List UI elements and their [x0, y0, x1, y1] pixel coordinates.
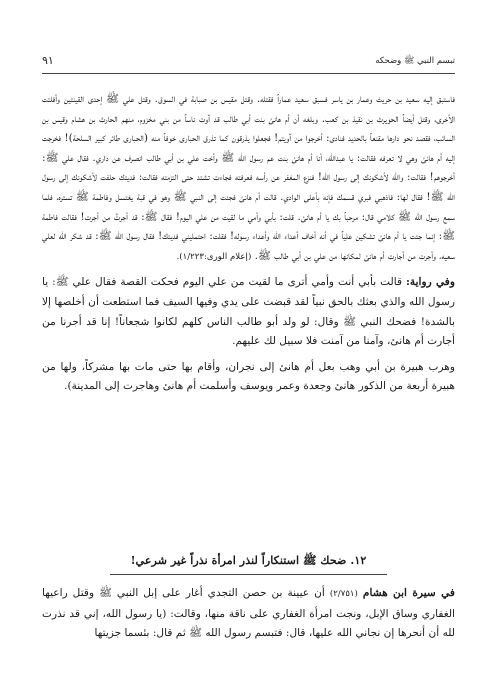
running-head	[42, 54, 455, 70]
header-divider	[42, 73, 455, 74]
paragraph-2	[42, 273, 455, 351]
section-source-label: في سيرة ابن هشام	[362, 587, 455, 599]
page-number: ٩١	[42, 54, 54, 67]
section-text	[42, 584, 455, 644]
section-heading	[42, 549, 455, 571]
paragraph-3	[42, 358, 455, 397]
main-text	[42, 90, 455, 397]
paragraph-1-text: فاستبق إليه سعيد بن حريث وعمار بن ياسر فسبق سعيد عماراً فقتله. وقتل مقيس بن صبابة في السوق. وقتل علي ﷺ إحدى القينتين وأفلتت الأخرى، وقتل أيضاً الحويرث بن نقيذ بن كعب. وبلغه أن أم هانئ بنت أبي طالب قد آوت ناساً من بني مخزوم، منهم الحارث بن هشام وقيس بن السائب، فقصد نحو دارها مقنعاً بالحديد فنادى: أخرجوا من آويتم! فجعلوا يذرقون كما تذرق الحبارى خوفاً منه (الحبارى طائر كبير السلحة)! فخرجت إليه أم هانئ وهي لا تعرفه فقالت: يا عبدالله، أنا أم هانئ بنت عم رسول الله ﷺ وأخت علي بن أبي طالب انصرف عن داري. فقال علي ﷺ: أخرجوهم! فقالت: والله لأشكونك إلى رسول الله! فنزع المغفر عن رأسه فعرفته فجاءت تشتد حتى التزمته فقالت: فديتك حلفت لأشكونك إلى رسول الله ﷺ! فقال لها: فاذهبي فبري قسمك فإنه بأعلى الوادي. قالت أم هانئ فجئت إلى النبي ﷺ وهو في قبة يغتسل وفاطمة ﷺ تستره، فلما سمع رسول الله ﷺ كلامي قال: مرحباً بك يا أم هانئ. قلت: بأبي وأمي ما لقيت من علي اليوم! فقال ﷺ: قد أجرتُ من أجرت! فقالت فاطمة ﷺ: إنما جئت يا أم هانئ تشكين علياً في أنه أخاف أعداء الله وأعداء رسوله! فقلت: احتمليني فديتك! فقال رسول الله ﷺ: قد شكر الله لعلي سعيه، وأجرت من أجارت أم هانئ لمكانها من علي بن أبي طالب ﷺ.	[42, 93, 455, 262]
paragraph-2-label: وفي رواية:	[405, 276, 455, 289]
section-paragraph-text: أن عيينة بن حصن التجدي أغار على إبل النبي ﷺ وقتل راعيها الغفاري وساق الإبل، ونجت امرأة الغفاري على ناقة منها، وقالت: (يا رسول الله، إني قد نذرت لله أن أنحرها إن نجاني الله عليها، قال: فتبسم رسول الله ﷺ ثم قال: بئسما جزيتها	[42, 587, 455, 640]
section-heading-text: ١٢. ضحك ﷺ استنكاراً لنذر امرأة نذراً غير شرعي!	[130, 553, 367, 567]
section-heading-underline	[110, 574, 387, 575]
section-source-reference: (٢/٧٥١)	[329, 589, 358, 599]
document-page	[42, 0, 455, 695]
paragraph-1	[42, 90, 455, 267]
paragraph-1-reference: (إعلام الورى:١/٢٢٣).	[176, 251, 252, 262]
paragraph-2-text: قالت بأبي أنت وأمي أترى ما لقيت من علي اليوم فحكت القصة فقال علي ﷺ: يا رسول الله والذي بعثك بالحق نبياً لقد قبضت على يدي وفيها السيف فما استطعت أن أخلصها إلا بالشدة! فضحك النبي ﷺ وقال: لو ولد أبو طالب الناس كلهم لكانوا شجعاناً! إنا قد أجرنا من أجارت أم هانئ، وآمنا من آمنت فلا سبيل لك عليهم.	[42, 276, 455, 348]
section-paragraph	[42, 584, 455, 644]
paragraph-3-text: وهرب هبيرة بن أبي وهب بعل أم هانئ إلى نجران، وأقام بها حتى مات بها مشركاً، ولها من هبيرة أربعة من الذكور هانئ وجعدة وعمر ويوسف وأسلمت أم هانئ وهاجرت إلى المدينة).	[42, 360, 455, 393]
book-title: تبسم النبي ﷺ وضحكه	[375, 56, 455, 66]
